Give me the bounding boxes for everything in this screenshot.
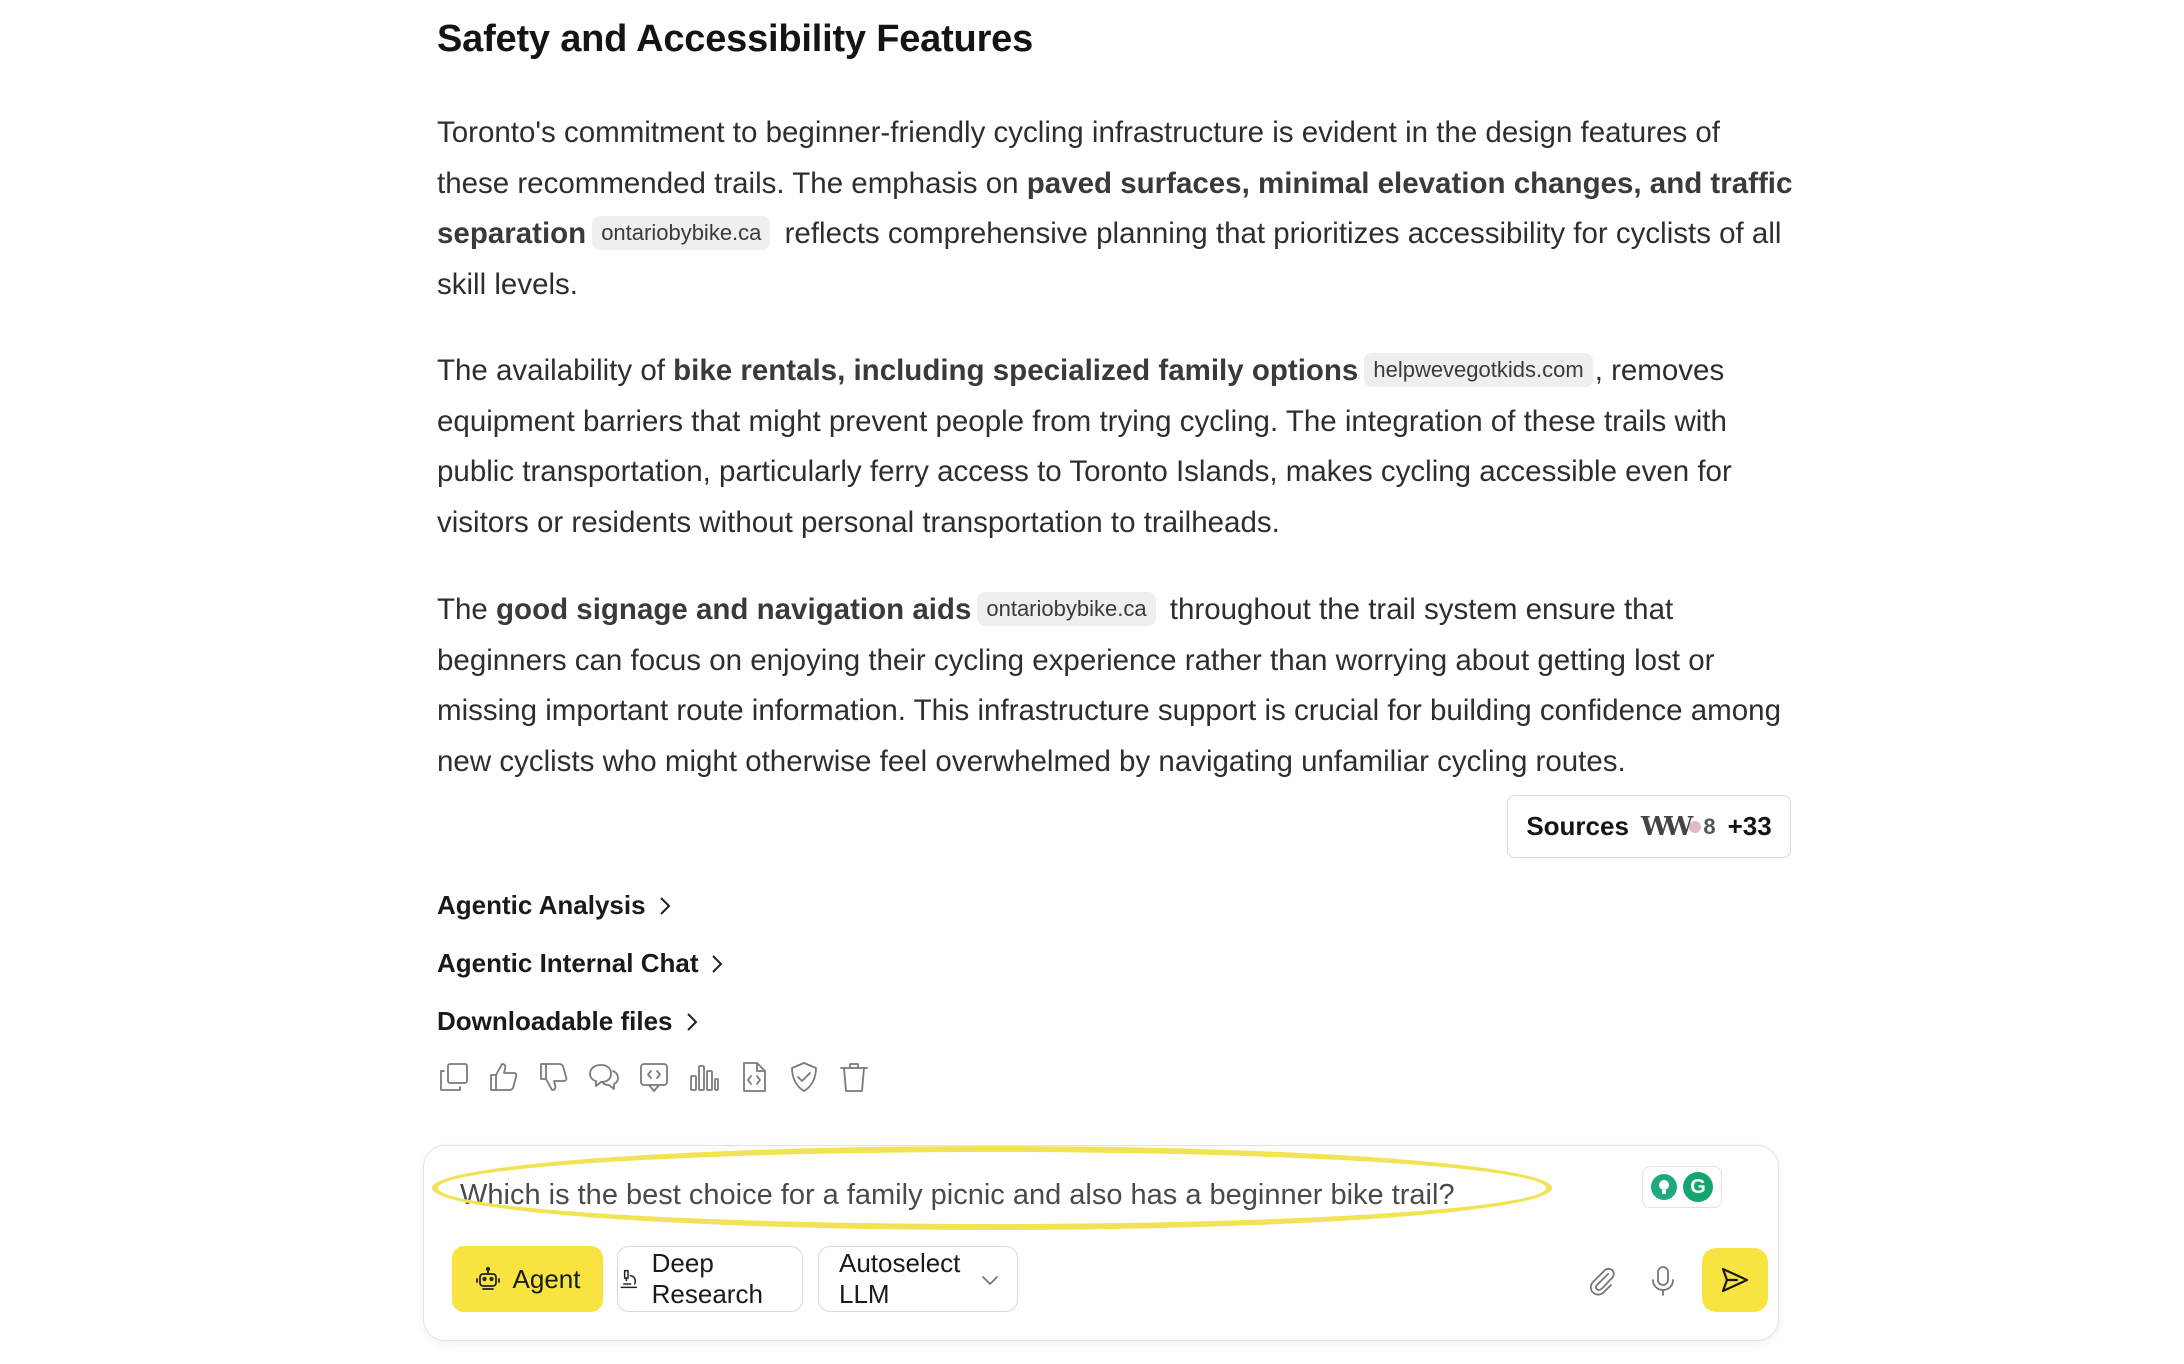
paragraph-1 [437, 108, 1797, 311]
p3-bold: good signage and navigation aids [496, 593, 972, 626]
agentic-internal-chat-expander[interactable] [437, 948, 724, 979]
chevron-right-icon [658, 895, 672, 917]
deep-research-button[interactable] [617, 1246, 803, 1312]
thumbs-down-icon[interactable] [537, 1060, 571, 1094]
agent-button[interactable] [452, 1246, 603, 1312]
source-logo-icon [1689, 821, 1701, 833]
source-logo-icon: WW [1640, 811, 1688, 842]
chat-composer [423, 1145, 1779, 1341]
sources-label: Sources [1526, 811, 1629, 841]
source-logos [1641, 812, 1716, 842]
extension-icons [1642, 1166, 1722, 1208]
expander-label: Downloadable files [437, 1006, 673, 1036]
agentic-analysis-expander[interactable] [437, 890, 672, 921]
shield-check-icon[interactable] [787, 1060, 821, 1094]
chevron-right-icon [685, 1011, 699, 1033]
trash-icon[interactable] [837, 1060, 871, 1094]
citation-chip[interactable]: ontariobybike.ca [592, 216, 770, 250]
code-file-icon[interactable] [737, 1060, 771, 1094]
p2-text-1: The availability of [437, 354, 674, 387]
grammarly-icon[interactable]: G [1683, 1172, 1713, 1202]
send-icon [1719, 1264, 1751, 1296]
llm-select[interactable] [818, 1246, 1018, 1312]
citation-chip[interactable]: helpwevegotkids.com [1364, 353, 1592, 387]
code-comment-icon[interactable] [637, 1060, 671, 1094]
chevron-right-icon [710, 953, 724, 975]
message-actions [437, 1060, 871, 1094]
chat-bubbles-icon[interactable] [587, 1060, 621, 1094]
p3-text-2: throughout the trail system ensure that beginners can focus on enjoying their cycling experience rather than worrying about getting lost or missing important route information. This infrastructure support is crucial for building confidence among new cyclists who might otherwise feel overwhelmed by navigating unfamiliar cycling routes. [437, 593, 1781, 779]
sources-button[interactable] [1507, 795, 1791, 858]
microscope-icon [618, 1266, 640, 1292]
downloadable-files-expander[interactable] [437, 1006, 699, 1037]
bar-chart-icon[interactable] [687, 1060, 721, 1094]
paperclip-icon[interactable] [1584, 1264, 1618, 1298]
send-button[interactable] [1702, 1248, 1768, 1312]
copy-icon[interactable] [437, 1060, 471, 1094]
p3-text-1: The [437, 593, 497, 626]
p2-text-2: , removes equipment barriers that might prevent people from trying cycling. The integration of these trails with public transportation, particularly ferry access to Toronto Islands, makes cycling accessible even for visitors or residents without personal transportation to trailheads. [437, 354, 1732, 540]
deep-research-label: Deep Research [651, 1248, 763, 1309]
source-logo-icon: 8 [1703, 813, 1716, 839]
thumbs-up-icon[interactable] [487, 1060, 521, 1094]
llm-select-value: Autoselect LLM [839, 1248, 961, 1309]
p1-bold: paved surfaces, minimal elevation changes, and traffic separation [437, 166, 1793, 251]
p1-text-2: reflects comprehensive planning that prioritizes accessibility for cyclists of all skill levels. [437, 217, 1782, 302]
citation-chip[interactable]: ontariobybike.ca [977, 592, 1155, 626]
p2-bold: bike rentals, including specialized family options [673, 354, 1359, 387]
prompt-input[interactable] [460, 1176, 1520, 1214]
paragraph-2 [437, 346, 1797, 549]
expander-label: Agentic Analysis [437, 890, 646, 920]
paragraph-3 [437, 585, 1797, 788]
agent-label: Agent [512, 1263, 581, 1294]
section-heading: Safety and Accessibility Features [437, 18, 1034, 60]
microphone-icon[interactable] [1646, 1264, 1680, 1298]
robot-icon [475, 1266, 501, 1292]
lightbulb-icon[interactable] [1651, 1174, 1677, 1200]
chevron-down-icon [979, 1269, 1001, 1291]
expander-label: Agentic Internal Chat [437, 948, 699, 978]
sources-count: +33 [1727, 811, 1772, 841]
p1-text-1: Toronto's commitment to beginner-friendly cycling infrastructure is evident in the design features of these recommended trails. The emphasis on [437, 116, 1720, 200]
